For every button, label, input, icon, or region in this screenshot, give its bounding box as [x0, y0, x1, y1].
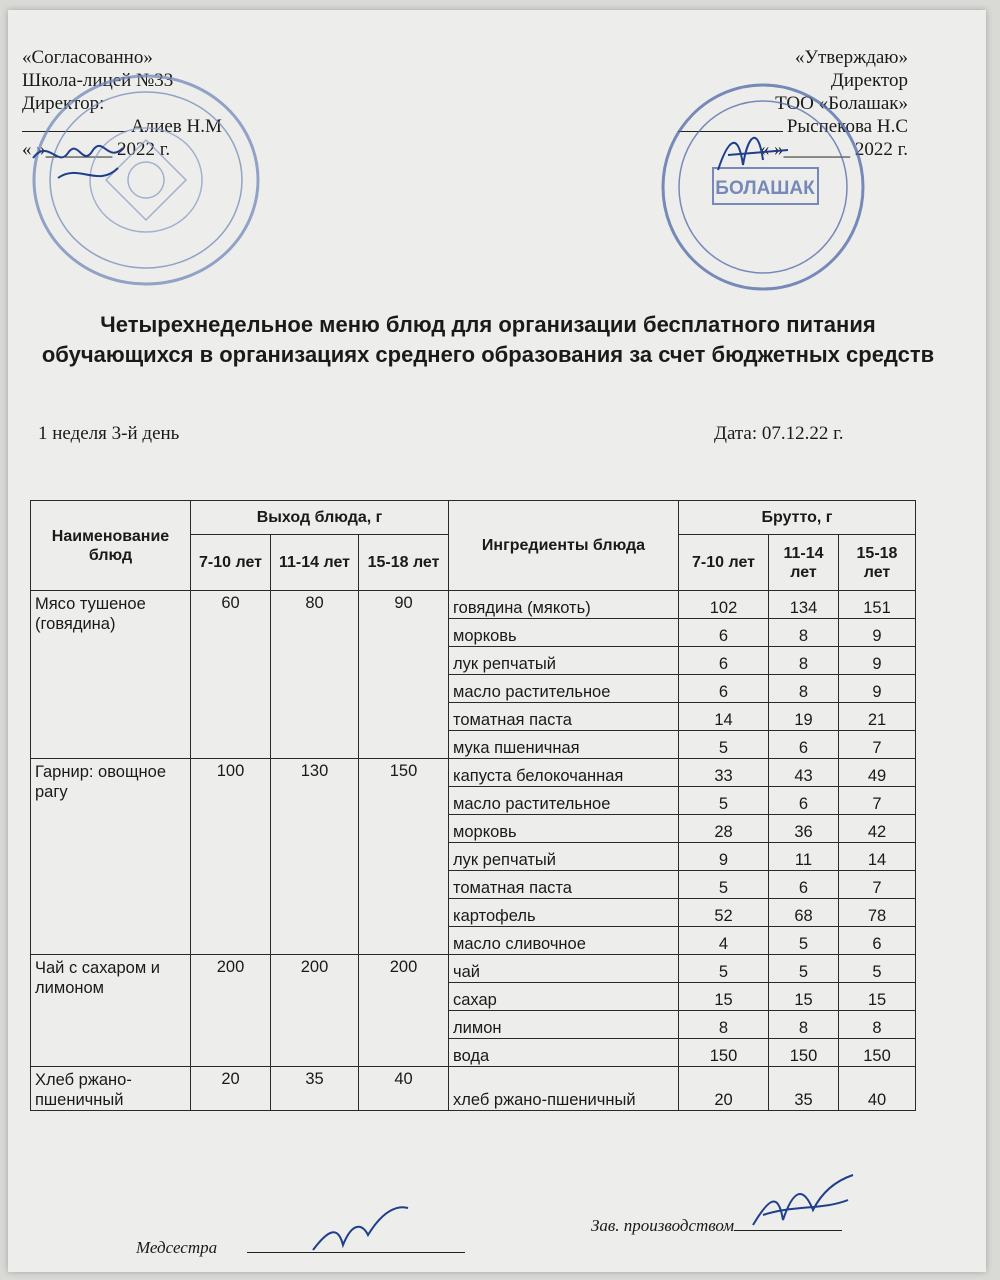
ingredient-name: морковь [449, 815, 679, 843]
signature-right [708, 120, 798, 180]
ingredient-brutto-1: 6 [679, 675, 769, 703]
ingredient-name: морковь [449, 619, 679, 647]
ingredient-name: хлеб ржано-пшеничный [449, 1067, 679, 1111]
header-yield-age-15-18: 15-18 лет [359, 535, 449, 591]
dish-name: Хлеб ржано-пшеничный [31, 1067, 191, 1111]
ingredient-brutto-3: 7 [839, 787, 916, 815]
ingredient-brutto-3: 9 [839, 619, 916, 647]
document-title: Четырехнедельное меню блюд для организации бесплатного питания обучающихся в организациях среднего образования за счет бюджетных средств [41, 312, 935, 367]
approval-left-date-prefix: « » [22, 139, 46, 160]
ingredient-name: картофель [449, 899, 679, 927]
approval-block-right: «Утверждаю» Директор ТОО «Болашак» Рыспекова Н.С « »_______ 2022 г. [678, 46, 908, 161]
approval-left-name: Алиев Н.М [131, 116, 222, 137]
ingredient-name: масло растительное [449, 675, 679, 703]
ingredient-brutto-2: 15 [769, 983, 839, 1011]
ingredient-brutto-3: 7 [839, 871, 916, 899]
ingredient-brutto-2: 134 [769, 591, 839, 619]
table-row [31, 955, 916, 983]
ingredient-brutto-3: 6 [839, 927, 916, 955]
ingredient-brutto-3: 42 [839, 815, 916, 843]
ingredient-brutto-1: 14 [679, 703, 769, 731]
dish-yield-1: 20 [191, 1067, 271, 1111]
header-yield-age-7-10: 7-10 лет [191, 535, 271, 591]
header-brutto-age-11-14: 11-14 лет [769, 535, 839, 591]
dish-yield-1: 200 [191, 955, 271, 1067]
dish-yield-2: 80 [271, 591, 359, 759]
ingredient-brutto-1: 8 [679, 1011, 769, 1039]
approval-right-heading: «Утверждаю» [795, 47, 908, 68]
signature-left [28, 128, 148, 198]
dish-name: Мясо тушеное (говядина) [31, 591, 191, 759]
ingredient-brutto-3: 78 [839, 899, 916, 927]
dish-yield-3: 150 [359, 759, 449, 955]
ingredient-brutto-3: 7 [839, 731, 916, 759]
ingredient-brutto-2: 43 [769, 759, 839, 787]
ingredient-name: мука пшеничная [449, 731, 679, 759]
ingredient-brutto-3: 49 [839, 759, 916, 787]
approval-block-left: «Согласованно» Школа-лицей №33 Директор: Алиев Н.М « »_______ 2022 г. [22, 47, 222, 160]
dish-name: Чай с сахаром и лимоном [31, 955, 191, 1067]
nurse-label: Медсестра [136, 1238, 218, 1257]
header-ingredients: Ингредиенты блюда [449, 501, 679, 591]
ingredient-brutto-1: 20 [679, 1067, 769, 1111]
ingredient-name: вода [449, 1039, 679, 1067]
dish-yield-3: 90 [359, 591, 449, 759]
ingredient-brutto-2: 6 [769, 787, 839, 815]
ingredient-brutto-1: 5 [679, 871, 769, 899]
ingredient-brutto-2: 5 [769, 955, 839, 983]
ingredient-brutto-1: 52 [679, 899, 769, 927]
ingredient-name: капуста белокочанная [449, 759, 679, 787]
ingredient-brutto-1: 5 [679, 955, 769, 983]
header-dish-name: Наименование блюд [31, 501, 191, 591]
ingredient-brutto-1: 6 [679, 619, 769, 647]
manager-label: Зав. производством [591, 1216, 735, 1235]
approval-right-company: ТОО «Болашак» [775, 93, 908, 114]
ingredient-name: чай [449, 955, 679, 983]
approval-right-position: Директор [830, 70, 908, 91]
menu-document [8, 10, 986, 1272]
dish-yield-3: 40 [359, 1067, 449, 1111]
document-date: Дата: 07.12.22 г. [714, 423, 844, 444]
ingredient-brutto-1: 5 [679, 731, 769, 759]
ingredient-brutto-3: 9 [839, 675, 916, 703]
ingredient-brutto-2: 8 [769, 675, 839, 703]
approval-right-date-prefix: « » [759, 139, 784, 160]
ingredient-name: масло растительное [449, 787, 679, 815]
ingredient-brutto-2: 6 [769, 731, 839, 759]
ingredient-brutto-2: 8 [769, 1011, 839, 1039]
table-row [31, 1067, 916, 1111]
dish-yield-2: 200 [271, 955, 359, 1067]
ingredient-brutto-2: 35 [769, 1067, 839, 1111]
ingredient-name: томатная паста [449, 871, 679, 899]
table-row [31, 591, 916, 619]
dish-yield-3: 200 [359, 955, 449, 1067]
ingredient-brutto-1: 5 [679, 787, 769, 815]
approval-right-date: 2022 г. [854, 139, 908, 160]
ingredient-name: сахар [449, 983, 679, 1011]
ingredient-brutto-3: 15 [839, 983, 916, 1011]
ingredient-brutto-3: 40 [839, 1067, 916, 1111]
ingredient-brutto-2: 150 [769, 1039, 839, 1067]
ingredient-brutto-1: 15 [679, 983, 769, 1011]
ingredient-name: лук репчатый [449, 647, 679, 675]
ingredient-brutto-1: 28 [679, 815, 769, 843]
header-brutto: Брутто, г [679, 501, 916, 535]
dish-name: Гарнир: овощное рагу [31, 759, 191, 955]
approval-left-heading: «Согласованно» [22, 47, 153, 68]
ingredient-brutto-3: 5 [839, 955, 916, 983]
header-brutto-age-15-18: 15-18 лет [839, 535, 916, 591]
approval-right-name: Рыспекова Н.С [786, 116, 908, 137]
table-row [31, 759, 916, 787]
dish-yield-1: 100 [191, 759, 271, 955]
stamp-seal-right [658, 80, 868, 295]
header-yield: Выход блюда, г [191, 501, 449, 535]
ingredient-brutto-2: 68 [769, 899, 839, 927]
ingredient-brutto-2: 11 [769, 843, 839, 871]
ingredient-brutto-1: 6 [679, 647, 769, 675]
ingredient-brutto-1: 150 [679, 1039, 769, 1067]
dish-yield-2: 130 [271, 759, 359, 955]
stamp-right-label: БОЛАШАК [715, 178, 815, 199]
ingredient-brutto-3: 8 [839, 1011, 916, 1039]
ingredient-brutto-3: 151 [839, 591, 916, 619]
ingredient-brutto-2: 19 [769, 703, 839, 731]
approval-left-position: Директор: [22, 93, 105, 114]
ingredient-brutto-2: 36 [769, 815, 839, 843]
dish-yield-2: 35 [271, 1067, 359, 1111]
ingredient-name: лимон [449, 1011, 679, 1039]
ingredient-name: томатная паста [449, 703, 679, 731]
ingredient-brutto-3: 9 [839, 647, 916, 675]
ingredient-brutto-3: 21 [839, 703, 916, 731]
ingredient-brutto-2: 8 [769, 619, 839, 647]
ingredient-brutto-1: 33 [679, 759, 769, 787]
signature-nurse [308, 1200, 418, 1260]
ingredient-brutto-3: 150 [839, 1039, 916, 1067]
ingredient-brutto-2: 8 [769, 647, 839, 675]
ingredient-brutto-2: 5 [769, 927, 839, 955]
ingredient-name: масло сливочное [449, 927, 679, 955]
ingredient-name: лук репчатый [449, 843, 679, 871]
ingredient-brutto-1: 102 [679, 591, 769, 619]
approval-left-date: 2022 г. [117, 139, 171, 160]
ingredient-brutto-3: 14 [839, 843, 916, 871]
signature-manager [743, 1170, 863, 1240]
ingredient-name: говядина (мякоть) [449, 591, 679, 619]
week-day-label: 1 неделя 3-й день [38, 423, 180, 444]
ingredient-brutto-1: 4 [679, 927, 769, 955]
menu-table [30, 500, 916, 1111]
ingredient-brutto-2: 6 [769, 871, 839, 899]
header-brutto-age-7-10: 7-10 лет [679, 535, 769, 591]
approval-left-school: Школа-лицей №33 [22, 70, 174, 91]
ingredient-brutto-1: 9 [679, 843, 769, 871]
dish-yield-1: 60 [191, 591, 271, 759]
header-yield-age-11-14: 11-14 лет [271, 535, 359, 591]
